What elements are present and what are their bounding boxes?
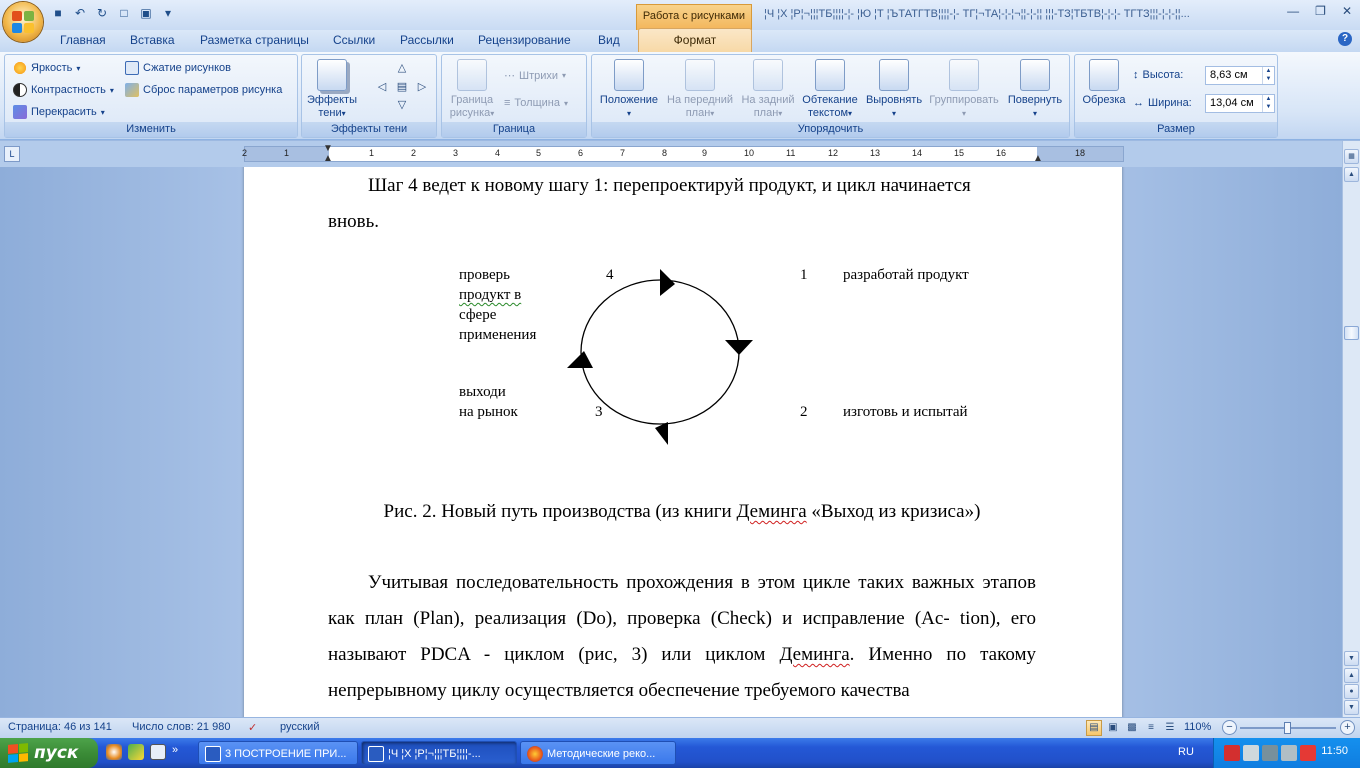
spell-check-icon[interactable]: ✓ [248,722,258,734]
tab-page-layout[interactable]: Разметка страницы [200,33,309,47]
text-line: сфере [459,307,497,323]
height-value: 8,63 см [1210,69,1248,81]
office-button[interactable] [3,2,43,42]
group-arrange [591,54,1070,138]
pen-icon [457,59,487,91]
horizontal-ruler[interactable] [242,143,1124,164]
dashes-label: Штрихи [519,69,559,82]
crop-button[interactable] [1079,59,1129,107]
group-adjust [4,54,298,138]
word-count[interactable]: Число слов: 21 980 [132,721,231,733]
windows-taskbar [0,738,1360,768]
ruler-number: 2 [411,148,417,158]
tab-format[interactable]: Формат [638,28,752,52]
text-line: на рынок [459,404,518,420]
text-line: проверь [459,267,511,283]
position-button[interactable]: Положение ▾ [594,59,664,120]
zoom-slider[interactable] [1240,727,1336,729]
send-back-label-2: план [753,107,779,119]
bring-front-label-1: На передний [667,94,733,106]
caption-text: «Выход из кризиса») [806,501,981,522]
ruler-number: 6 [578,148,584,158]
position-icon [614,59,644,91]
align-label: Выровнять [865,94,923,106]
width-label: Ширина: [1148,97,1192,109]
nudge-left-icon[interactable]: ◁ [377,80,387,93]
border-label-2: рисунка [449,107,491,119]
width-spinner[interactable]: ▲ ▼ [1262,95,1274,112]
quick-launch [106,744,178,760]
caption-text: Рис. 2. Новый путь производства (из книги [383,501,737,522]
first-line-indent-marker[interactable]: ▼ [323,143,333,154]
scroll-thumb[interactable] [1344,326,1359,340]
shadow-label-2: тени [318,107,342,119]
print-layout-view-icon[interactable]: ▤ [1086,720,1102,736]
step4-label [459,265,536,345]
text-line: применения [459,327,537,343]
browse-object-icon[interactable]: ● [1344,684,1359,699]
step1-number: 1 [800,267,808,283]
compress-pictures-button[interactable] [125,61,231,75]
weight-label: Толщина [514,97,560,109]
border-label-1: Граница [450,94,494,106]
reset-picture-button[interactable] [125,83,282,97]
group-objects-label: Группировать [929,94,999,106]
group-border [441,54,587,138]
width-input[interactable] [1205,94,1275,113]
word-doc-icon [205,746,221,762]
print-preview-icon[interactable]: ▣ [140,6,152,20]
step2-label: изготовь и испытай [843,404,968,420]
dashes-button[interactable]: ⋯ Штрихи ▾ [504,69,567,82]
taskbar-window-label: ¦Ч ¦Х ¦Р¦¬¦¦¦ТБ¦¦¦¦-... [388,748,481,760]
office-logo-icon [12,11,34,33]
bring-front-label-2: план [685,107,711,119]
title-bar [0,0,1360,30]
ruler-row [0,141,1360,167]
paragraph-pdca [328,565,1036,709]
shadow-toggle-icon[interactable]: ▤ [396,80,408,93]
tab-selector-icon[interactable]: L [4,146,20,162]
quick-access-toolbar [50,5,176,21]
volume-icon[interactable] [1281,745,1297,761]
width-icon: ↔ [1133,97,1144,109]
align-button[interactable]: Выровнять ▾ [862,59,926,120]
system-tray [1213,738,1360,768]
text-line: этапов как план (Plan), реализация (Do), проверка (Check) и исправление (Ac- [328,572,1037,629]
ruler-number: 14 [912,148,923,158]
recolor-button[interactable]: Перекрасить ▾ [13,105,105,119]
nudge-down-icon[interactable]: ▽ [397,99,407,112]
nudge-right-icon[interactable]: ▷ [417,80,427,93]
reset-label: Сброс параметров рисунка [143,84,283,96]
shadow-nudge-buttons [372,61,432,117]
ruler-number: 12 [828,148,839,158]
step2-number: 2 [800,404,808,420]
nudge-up-icon[interactable]: △ [397,62,407,74]
right-indent-marker[interactable]: ▲ [1033,153,1043,164]
text-line: Шаг 4 ведет к новому шагу 1: перепроектируй продукт, и цикл начинается [368,175,971,196]
height-label-wrap [1133,69,1183,81]
dashes-icon: ⋯ [504,70,515,82]
windows-flag-icon [8,743,28,763]
web-layout-icon[interactable]: ▩ [1127,722,1137,733]
firefox-icon [527,746,543,762]
document-workspace [0,167,1342,717]
figure-caption [328,501,1036,523]
ruler-number: 4 [495,148,501,158]
group-shadow-effects [301,54,437,138]
step3-label [459,382,518,422]
text-line: . Именно по [849,644,967,665]
vertical-scrollbar[interactable] [1342,141,1360,717]
previous-page-icon[interactable]: ▲ [1344,668,1359,683]
save-icon[interactable]: ■ [54,6,62,20]
tab-home[interactable]: Главная [60,33,106,47]
send-back-icon [753,59,783,91]
antivirus-icon[interactable] [1224,745,1240,761]
send-to-back-button[interactable]: На задний план▾ [736,59,800,120]
customize-qat-icon[interactable]: ▾ [164,6,172,20]
tab-review[interactable]: Рецензирование [478,33,571,47]
crop-label: Обрезка [1082,94,1126,106]
outline-view-icon[interactable]: ≡ [1148,722,1154,733]
media-player-icon[interactable] [106,744,122,760]
arrow-right-icon [725,340,753,355]
text-line: выходи [459,384,506,400]
restore-icon[interactable]: ❐ [1315,4,1326,18]
ruler-number: 18 [1075,148,1086,158]
ruler-toggle-icon[interactable]: ▦ [1344,149,1359,164]
step1-label: разработай продукт [843,267,969,283]
arrow-left-icon [567,351,593,368]
browser-icon[interactable] [128,744,144,760]
keyboard-language[interactable]: RU [1178,746,1194,758]
position-label: Положение [599,94,659,106]
show-desktop-icon[interactable] [150,744,166,760]
status-bar [0,717,1360,738]
width-label-wrap [1133,97,1192,109]
text-line: Учитывая последовательность прохождения в этом цикле таких важных [368,572,975,593]
ruler-number: 11 [786,148,796,158]
document-page[interactable] [244,167,1122,717]
group-objects-icon [949,59,979,91]
hanging-indent-marker[interactable]: ▲ [323,153,333,164]
wrap-label-1: Обтекание [802,94,858,106]
ruler-number: 13 [870,148,881,158]
undo-icon[interactable]: ↶ [74,6,86,20]
next-page-icon[interactable]: ▼ [1344,700,1359,715]
contrast-icon [13,83,27,97]
arrow-top-icon [660,269,675,296]
group-size [1074,54,1278,138]
weight-icon: ≡ [504,97,511,109]
ruler-number: 8 [662,148,668,158]
brightness-label: Яркость [31,62,73,74]
wrap-label-2: текстом [807,107,849,119]
shadow-label-1: Эффекты [306,94,357,106]
quick-launch-more-icon[interactable]: » [172,744,179,756]
ruler-number: 10 [744,148,755,158]
taskbar-window-1[interactable] [198,741,358,765]
cycle-circle [581,280,739,424]
group-button[interactable]: Группировать ▾ [926,59,1002,120]
close-icon[interactable]: ✕ [1341,4,1352,18]
width-value: 13,04 см [1210,97,1254,109]
compress-icon [125,61,139,75]
page-count[interactable]: Страница: 46 из 141 [8,721,112,733]
paragraph-step4 [328,168,1036,240]
zoom-slider-thumb[interactable] [1284,722,1291,734]
text-line: tion), его называют PDCA - циклом (рис, 3) или циклом [328,608,1036,665]
group-size-label: Размер [1075,122,1277,137]
height-input[interactable] [1205,66,1275,85]
zoom-in-icon[interactable]: + [1340,720,1355,735]
language-indicator[interactable]: русский [280,721,320,733]
document-title: ¦Ч ¦Х ¦Р¦¬¦¦¦ТБ¦¦¦¦-¦- ¦Ю ¦Т ¦ЪТАТГТВ¦¦¦¦-¦- ТГ¦¬ТА¦-¦-¦¬¦¦-¦-¦¦ ¦¦¦-ТЗ¦ТБТВ¦-¦-¦- ТГТЗ¦¦¦-¦-¦-¦¦... [764,8,1190,20]
scroll-down-icon[interactable]: ▼ [1344,651,1359,666]
start-label: пуск [34,743,79,763]
new-document-icon[interactable]: □ [120,6,128,20]
text-line: Деминга [779,644,850,665]
crop-icon [1089,59,1119,91]
ruler-number: 9 [702,148,708,158]
ruler-number: 15 [954,148,965,158]
group-arrange-label: Упорядочить [592,122,1069,137]
picture-border-button[interactable]: Граница рисунка▾ [446,59,498,120]
cycle-circle-graphic [564,252,784,452]
weight-button[interactable]: ≡ Толщина ▾ [504,97,568,109]
text-wrap-icon [815,59,845,91]
help-icon[interactable]: ? [1338,32,1352,46]
rotate-button[interactable]: Повернуть ▾ [1002,59,1068,120]
taskbar-window-3[interactable] [520,741,676,765]
group-adjust-label: Изменить [5,122,297,137]
arrow-bottom-icon [655,422,668,445]
compress-label: Сжатие рисунков [143,62,232,74]
scroll-up-icon[interactable]: ▲ [1344,167,1359,182]
step3-number: 3 [595,404,603,420]
ruler-number: 1 [369,148,375,158]
height-spinner[interactable]: ▲ ▼ [1262,67,1274,84]
sun-icon [13,61,27,75]
contrast-button[interactable]: Контрастность ▾ [13,83,114,97]
ruler-number: 3 [453,148,459,158]
minimize-icon[interactable]: — [1287,4,1300,18]
group-border-label: Граница [442,122,586,137]
text-line: такому непрерывному циклу осуществляется обеспечение требуемого качества [328,644,1037,701]
ruler-number: 1 [284,148,290,158]
text-line: продукт в [459,287,522,303]
ruler-number: 2 [242,148,248,158]
full-screen-reading-icon[interactable]: ▣ [1108,722,1118,733]
recolor-label: Перекрасить [31,106,97,118]
height-label: Высота: [1142,69,1184,81]
ruler-number: 7 [620,148,626,158]
caption-name: Деминга [736,501,807,522]
zoom-level[interactable]: 110% [1184,721,1212,733]
reset-icon [125,83,139,97]
group-shadow-label: Эффекты тени [302,122,436,137]
bring-to-front-button[interactable]: На передний план▾ [662,59,738,120]
text-line: вновь. [328,211,380,232]
height-icon: ↕ [1133,69,1139,81]
word-doc-icon [368,746,384,762]
recolor-icon [13,105,27,119]
ruler-number: 16 [996,148,1007,158]
zoom-out-icon[interactable]: − [1222,720,1237,735]
rotate-icon [1020,59,1050,91]
taskbar-window-label: Методические реко... [547,748,656,760]
redo-icon[interactable]: ↻ [96,6,108,20]
tab-references[interactable]: Ссылки [333,33,376,47]
device-icon[interactable] [1262,745,1278,761]
clock: 11:50 [1321,745,1348,757]
taskbar-window-label: 3 ПОСТРОЕНИЕ ПРИ... [225,748,347,760]
rotate-label: Повернуть [1007,94,1063,106]
start-button[interactable] [0,738,98,768]
taskbar-window-2[interactable] [361,741,517,765]
send-back-label-1: На задний [741,94,795,106]
draft-view-icon[interactable]: ☰ [1165,722,1175,733]
ruler-number: 5 [536,148,542,158]
tab-view[interactable]: Вид [598,33,620,47]
kaspersky-icon[interactable] [1300,745,1316,761]
window-controls [1287,4,1352,18]
text-wrapping-button[interactable]: Обтекание текстом▾ [798,59,862,120]
bring-front-icon [685,59,715,91]
contextual-tab-header: Работа с рисунками [636,4,752,30]
tab-insert[interactable]: Вставка [130,33,175,47]
network-icon[interactable] [1243,745,1259,761]
align-icon [879,59,909,91]
shadow-effects-button[interactable]: Эффекты тени▾ [306,59,358,120]
shadow-icon [317,59,347,91]
step4-number: 4 [606,267,614,283]
brightness-button[interactable]: Яркость ▾ [13,61,80,75]
ribbon [0,52,1360,140]
tab-mailings[interactable]: Рассылки [400,33,454,47]
ribbon-tabs [0,30,1360,52]
contrast-label: Контрастность [31,84,106,96]
